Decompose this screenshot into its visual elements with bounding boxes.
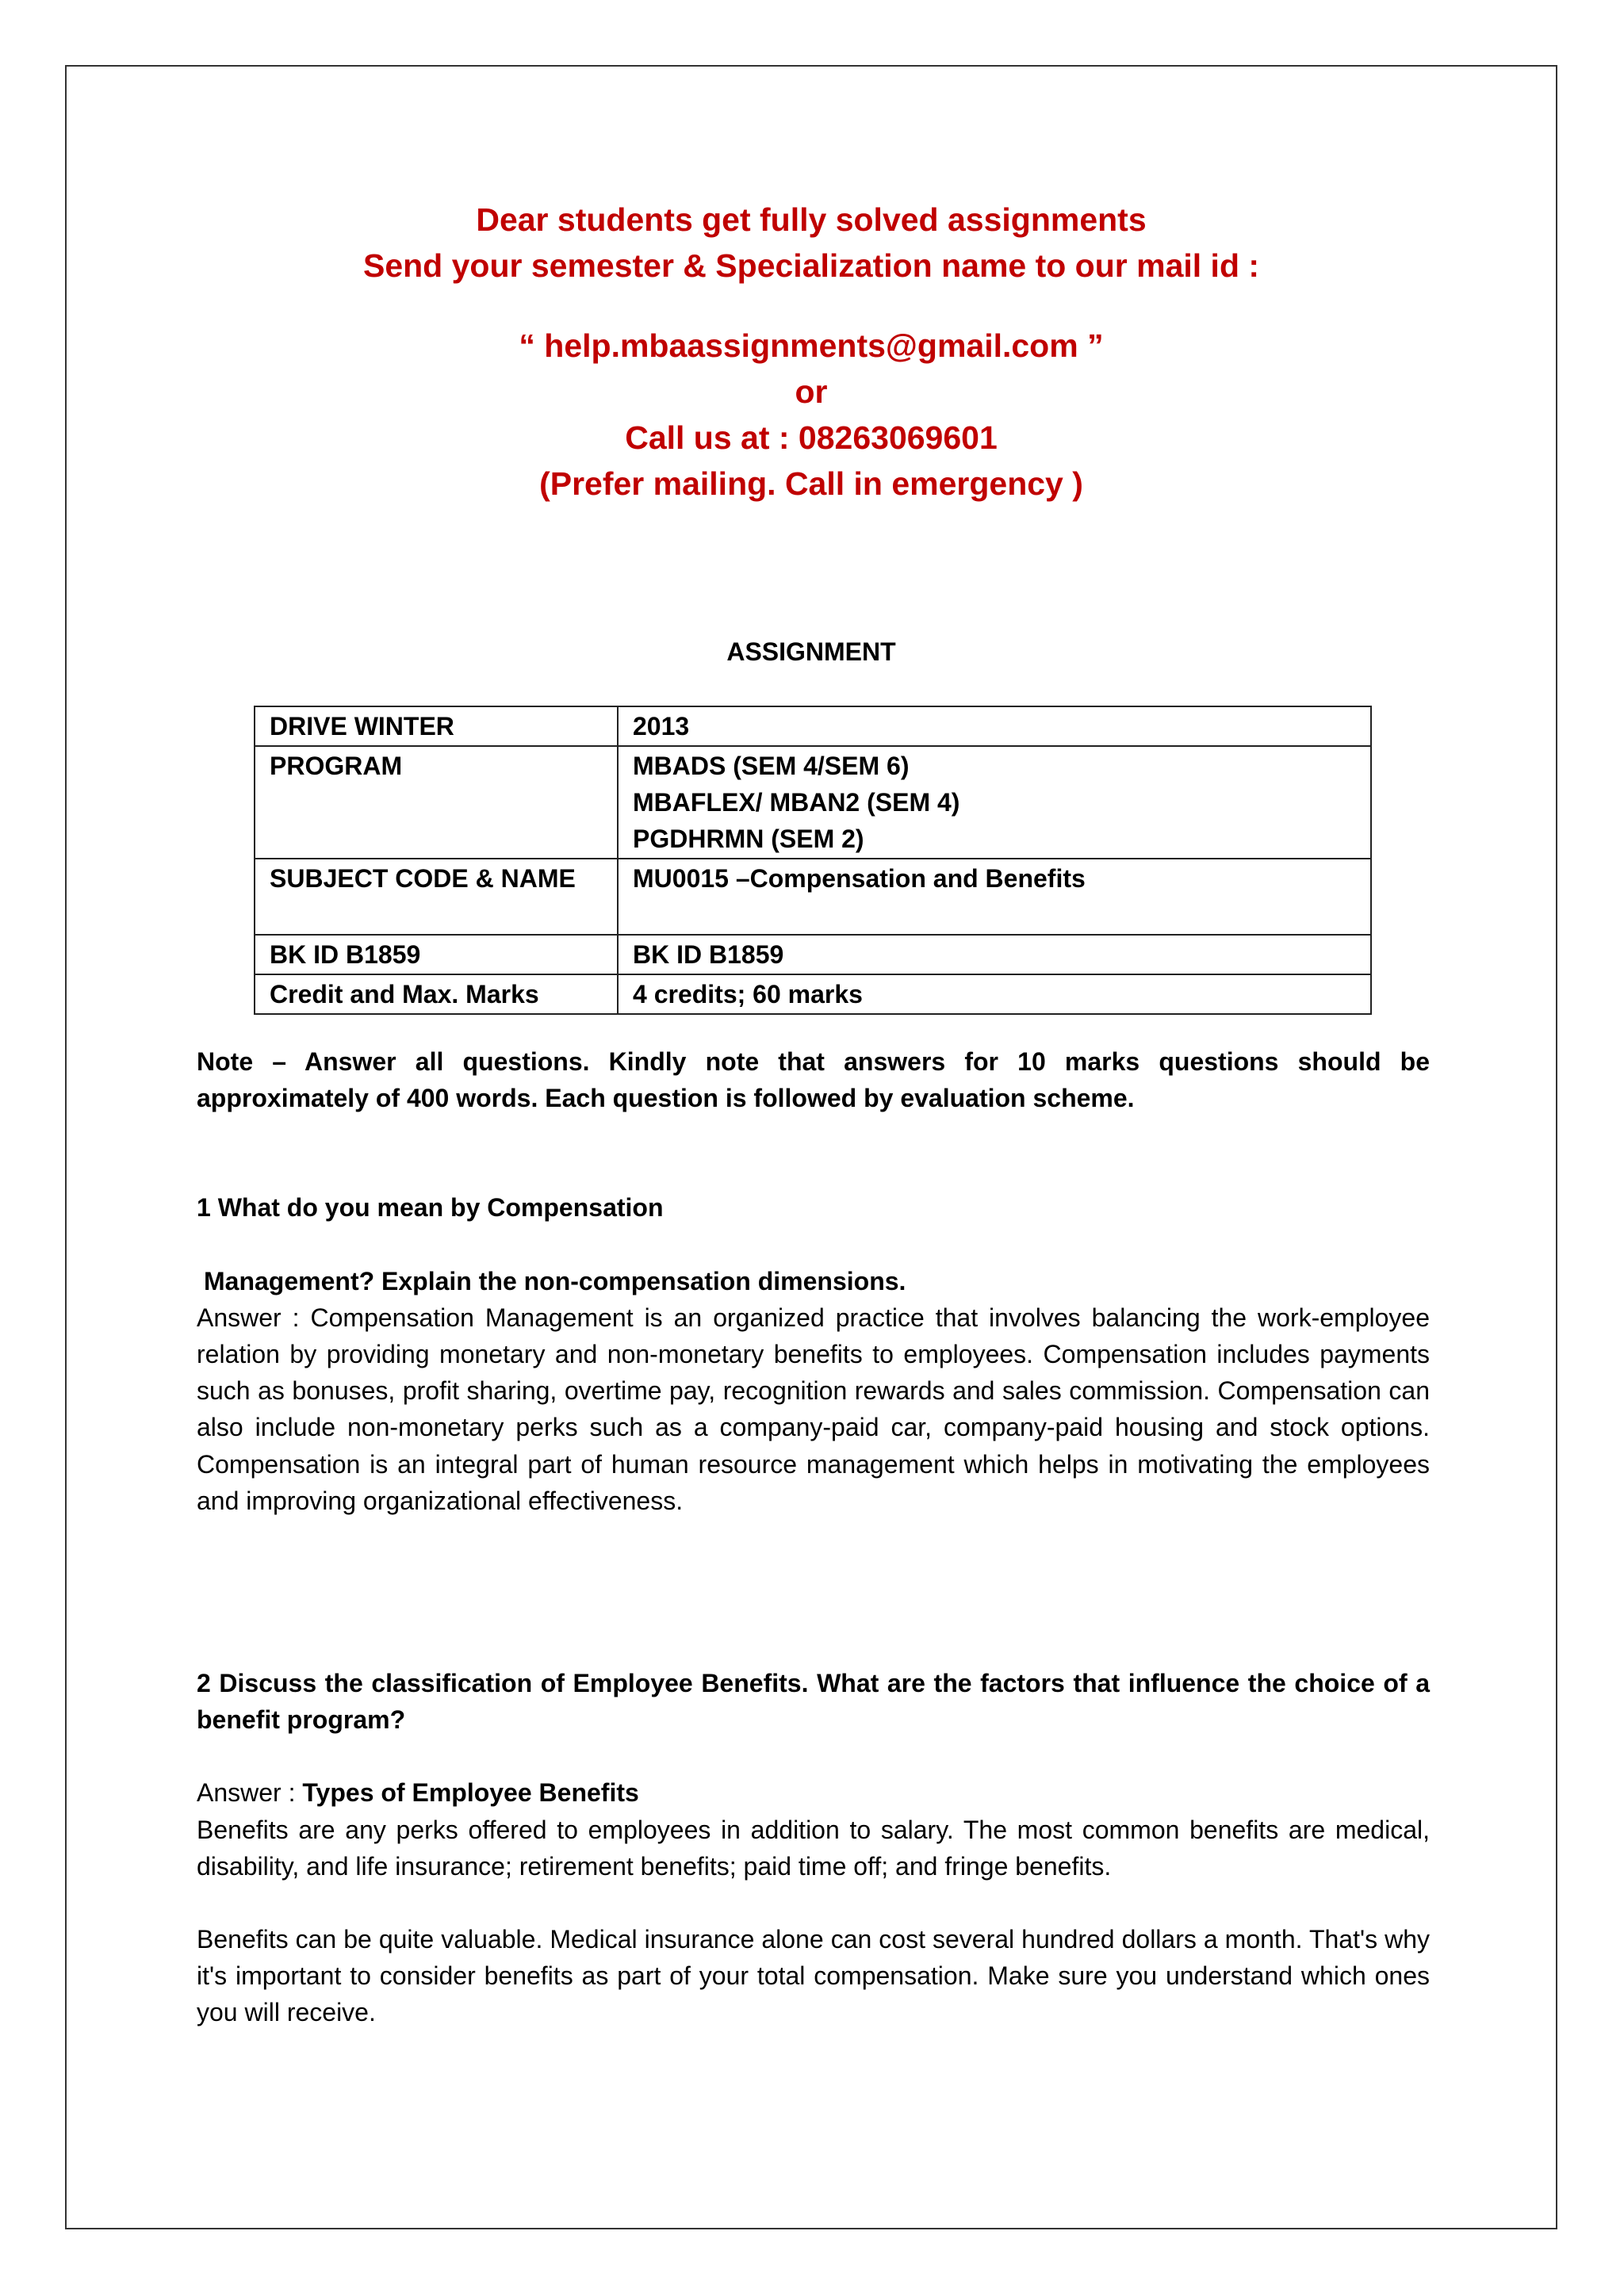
answer-1-text: Answer : Compensation Management is an organized practice that involves balancing the work-employee relation by providing monetary and non-monetary benefits to employees. Compensation includes payments such as bonuses, profit sharing, overtime pay, recognition rewards and sales commission. Compensation can also include non-monetary perks such as a company-paid car, company-paid housing and stock options. Compensation is an integral part of human resource management which helps in motivating the employees and improving organizational effectiveness.: [197, 1303, 1430, 1515]
table-value-line: MBADS (SEM 4/SEM 6): [633, 752, 910, 780]
table-value-line: MU0015 –Compensation and Benefits: [633, 864, 1086, 893]
instructions-note: Note – Answer all questions. Kindly note that answers for 10 marks questions should be approximately of 400 words. Each question is followed by evaluation scheme.: [197, 1047, 1430, 1113]
answer-2-prefix: Answer :: [197, 1778, 303, 1808]
promo-email: “ help.mbaassignments@gmail.com ”: [519, 327, 1104, 364]
question-1-line-1: 1 What do you mean by Compensation: [197, 1193, 664, 1223]
table-value-cell: [618, 746, 1371, 859]
table-value-line: BK ID B1859: [633, 940, 784, 969]
document-body: [197, 1043, 1430, 2031]
assignment-info-table: [254, 706, 1372, 1015]
table-row: [255, 706, 1371, 746]
table-value-cell: [618, 859, 1371, 935]
table-label-cell: SUBJECT CODE & NAME: [255, 859, 618, 935]
promo-line-2: Send your semester & Specialization name to our mail id :: [362, 247, 1260, 284]
table-label-cell: PROGRAM: [255, 746, 618, 859]
table-value-cell: [618, 935, 1371, 974]
answer-2-heading: Types of Employee Benefits: [302, 1778, 639, 1808]
promo-header: [65, 197, 1557, 507]
promo-line-1: Dear students get fully solved assignments: [476, 201, 1147, 238]
table-value-line: 4 credits; 60 marks: [633, 980, 863, 1008]
table-value-cell: [618, 974, 1371, 1014]
answer-2-paragraph-1: Benefits are any perks offered to employees in addition to salary. The most common benefits are medical, disability, and life insurance; retirement benefits; paid time off; and fringe benefits.: [197, 1815, 1430, 1881]
table-label-cell: DRIVE WINTER: [255, 706, 618, 746]
table-label-cell: Credit and Max. Marks: [255, 974, 618, 1014]
question-1-line-2: Management? Explain the non-compensation dimensions.: [204, 1266, 906, 1295]
promo-prefer-note: (Prefer mailing. Call in emergency ): [539, 465, 1083, 502]
table-value-line: 2013: [633, 712, 690, 740]
table-value-cell: [618, 706, 1371, 746]
table-value-line: PGDHRMN (SEM 2): [633, 825, 864, 853]
promo-phone: Call us at : 08263069601: [625, 419, 998, 456]
table-value-line: MBAFLEX/ MBAN2 (SEM 4): [633, 788, 960, 817]
promo-or: or: [795, 373, 828, 410]
answer-2-intro: [197, 1774, 1430, 1811]
table-row: [255, 859, 1371, 935]
answer-2-paragraph-2: Benefits can be quite valuable. Medical insurance alone can cost several hundred dollars a month. That's why it's important to consider benefits as part of your total compensation. Make sure you understand which ones you will receive.: [197, 1925, 1430, 2027]
table-label-cell: BK ID B1859: [255, 935, 618, 974]
table-row: [255, 935, 1371, 974]
table-row: [255, 974, 1371, 1014]
assignment-title: ASSIGNMENT: [726, 637, 896, 666]
question-2-text: 2 Discuss the classification of Employee Benefits. What are the factors that influence the choice of a benefit program?: [197, 1669, 1430, 1735]
table-row: [255, 746, 1371, 859]
